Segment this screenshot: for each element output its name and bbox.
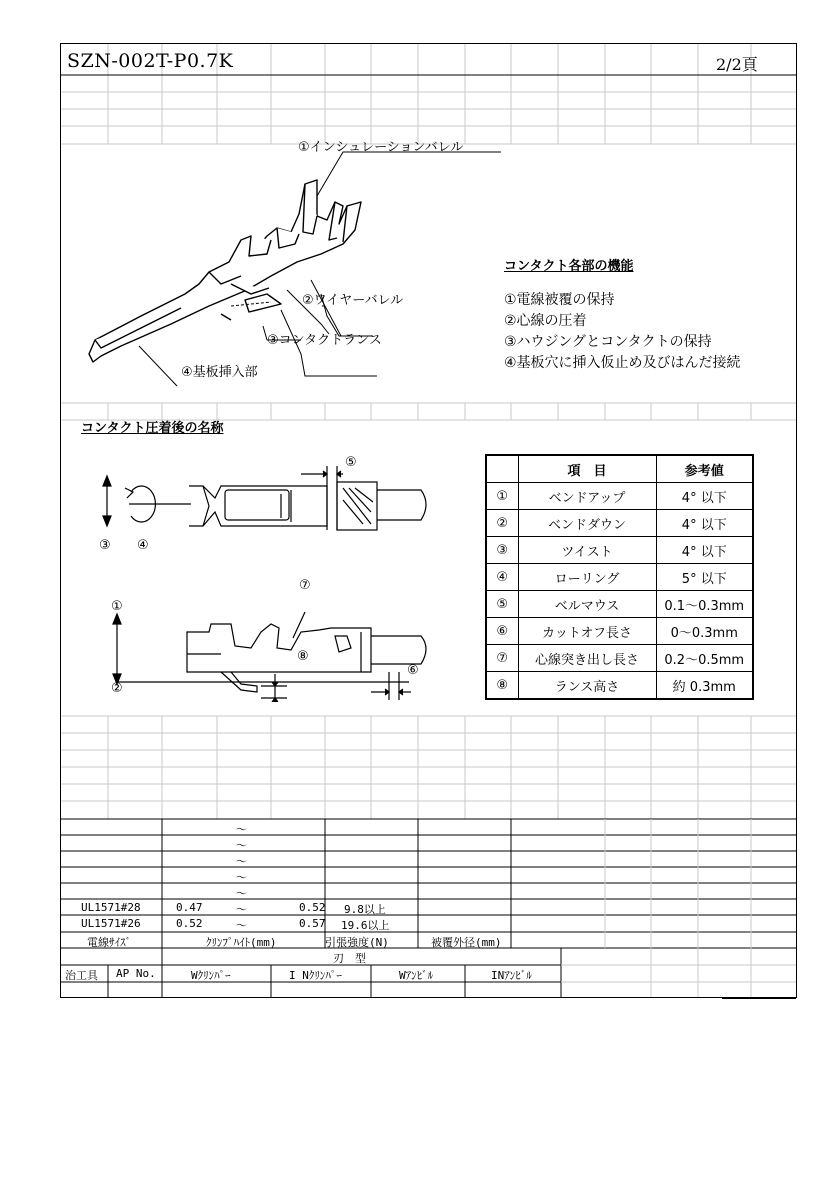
document-title: SZN-002T-P0.7K [67,50,234,72]
footer-rule [722,998,796,999]
crimp-max-1: 0.52 [299,901,326,914]
row-no: ⑥ [486,618,518,645]
table-row [486,483,753,510]
crimp-mark-8: ⑧ [297,649,309,664]
row-item: ランス高さ [518,672,656,700]
row-no: ⑤ [486,591,518,618]
row-no: ④ [486,564,518,591]
header-item: 項 目 [518,455,656,483]
tilde-6: ～ [236,903,247,916]
tilde-1: ～ [236,823,247,836]
function-item-4: ④基板穴に挿入仮止め及びはんだ接続 [504,355,741,371]
tilde-3: ～ [236,855,247,868]
row-no: ③ [486,537,518,564]
functions-heading: コンタクト各部の機能 [504,259,634,274]
row-value: 約 0.3mm [656,672,753,700]
row-value: 0.1～0.3mm [656,591,753,618]
row-value: 4° 以下 [656,510,753,537]
crimp-mark-2: ② [111,681,123,696]
crimp-mark-3: ③ [99,538,111,553]
contact-drawing [81,144,501,389]
label-wire-barrel: ②ワイヤーバレル [302,293,404,308]
function-item-1: ①電線被覆の保持 [504,292,615,308]
row-no: ⑦ [486,645,518,672]
row-item: 心線突き出し長さ [518,645,656,672]
table-row [486,537,753,564]
crimp-max-2: 0.57 [299,917,326,930]
function-item-2: ②心線の圧着 [504,313,587,329]
crimp-heading: コンタクト圧着後の名称 [81,421,224,436]
header-outer-diameter: 被覆外径(mm) [431,936,502,949]
drawing-sheet [60,43,797,998]
tool-header-ap: AP No. [116,967,156,980]
crimp-mark-4: ④ [137,538,149,553]
row-item: ベルマウス [518,591,656,618]
tool-header-w-crimper: Wｸﾘﾝﾊﾟｰ [191,969,231,982]
tool-header-in-anvil: INｱﾝﾋﾞﾙ [491,969,532,982]
tooling-group-label: 刃 型 [333,952,366,965]
row-value: 4° 以下 [656,483,753,510]
header-crimp-height: ｸﾘﾝﾌﾟﾊｲﾄ(mm) [206,936,277,949]
row-item: ベンドアップ [518,483,656,510]
wire-size-2: UL1571#26 [81,917,141,930]
header-wire-size: 電線ｻｲｽﾞ [87,936,131,949]
row-value: 5° 以下 [656,564,753,591]
pull-1: 9.8以上 [344,903,386,916]
crimp-min-2: 0.52 [176,917,203,930]
table-row [486,510,753,537]
function-item-3: ③ハウジングとコンタクトの保持 [504,334,712,350]
crimp-mark-1: ① [111,599,123,614]
row-item: ベンドダウン [518,510,656,537]
row-no: ② [486,510,518,537]
header-pull-strength: 引張強度(N) [325,936,389,949]
pull-2: 19.6以上 [341,919,390,932]
table-row [486,645,753,672]
row-item: ツイスト [518,537,656,564]
tool-header-jig: 治工具 [65,969,98,982]
row-no: ① [486,483,518,510]
row-item: カットオフ長さ [518,618,656,645]
crimp-mark-7: ⑦ [299,578,311,593]
header-no [486,455,518,483]
row-value: 0～0.3mm [656,618,753,645]
label-insulation-barrel: ①インシュレーションバレル [298,140,464,155]
crimp-min-1: 0.47 [176,901,203,914]
row-value: 4° 以下 [656,537,753,564]
wire-size-1: UL1571#28 [81,901,141,914]
tilde-4: ～ [236,871,247,884]
tilde-5: ～ [236,887,247,900]
row-value: 0.2～0.5mm [656,645,753,672]
label-contact-lance: ③コンタクトランス [267,333,382,348]
table-row [486,591,753,618]
crimp-mark-6: ⑥ [407,663,419,678]
tool-header-w-anvil: Wｱﾝﾋﾞﾙ [399,969,434,982]
row-item: ローリング [518,564,656,591]
page-number: 2/2頁 [716,55,758,74]
table-row [486,672,753,700]
crimp-mark-5: ⑤ [345,455,357,470]
table-row [486,564,753,591]
table-row [486,618,753,645]
label-board-insertion: ④基板挿入部 [181,365,258,380]
crimp-diagram [91,452,451,702]
reference-table [485,454,754,700]
row-no: ⑧ [486,672,518,700]
header-value: 参考値 [656,455,753,483]
table-header-row [486,455,753,483]
tool-header-in-crimper: I Nｸﾘﾝﾊﾟｰ [289,969,342,982]
tilde-2: ～ [236,839,247,852]
tilde-7: ～ [236,919,247,932]
